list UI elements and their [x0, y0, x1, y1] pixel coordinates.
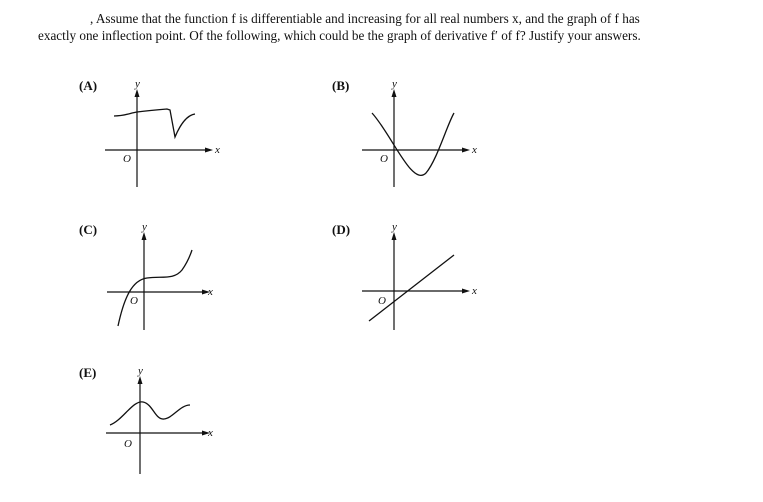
x-axis-label: x [472, 285, 477, 297]
question-text [38, 10, 738, 44]
curve-b [372, 113, 454, 175]
y-axis-label: y [135, 78, 140, 90]
x-axis-label: x [215, 144, 220, 156]
x-axis-label: x [208, 286, 213, 298]
option-e-graph [98, 362, 238, 477]
question-mark: , [90, 11, 94, 26]
curve-e [110, 402, 190, 425]
origin-label: O [123, 153, 131, 165]
option-c-graph [102, 218, 242, 333]
line-d [369, 255, 454, 321]
question-line-2: exactly one inflection point. Of the following, which could be the graph of derivative f′ of f? Justify your answers. [38, 28, 641, 43]
option-e-label: (E) [79, 365, 97, 380]
origin-label: O [378, 295, 386, 307]
x-axis-label: x [208, 427, 213, 439]
y-axis-label: y [142, 221, 147, 233]
y-axis-label: y [138, 365, 143, 377]
x-axis-arrow [462, 289, 470, 294]
y-axis-arrow [142, 232, 147, 240]
y-axis-label: y [392, 221, 397, 233]
y-axis-arrow [392, 232, 397, 240]
y-axis-arrow [138, 376, 143, 384]
y-axis-label: y [392, 78, 397, 90]
y-axis-arrow [392, 89, 397, 97]
option-d-graph [352, 218, 492, 333]
y-axis-arrow [135, 89, 140, 97]
x-axis-arrow [462, 148, 470, 153]
curve-a [114, 109, 195, 137]
x-axis-label: x [472, 144, 477, 156]
option-b-graph [352, 75, 492, 190]
origin-label: O [130, 295, 138, 307]
question-line-1: , Assume that the function f is differentiable and increasing for all real numbers x, and the graph of f has [90, 11, 640, 26]
curve-c [118, 250, 192, 326]
option-a-label: (A) [79, 78, 98, 93]
origin-label: O [124, 438, 132, 450]
option-d-label: (D) [332, 222, 351, 237]
option-c-label: (C) [79, 222, 98, 237]
option-a-graph [95, 75, 235, 190]
x-axis-arrow [205, 148, 213, 153]
origin-label: O [380, 153, 388, 165]
option-b-label: (B) [332, 78, 350, 93]
